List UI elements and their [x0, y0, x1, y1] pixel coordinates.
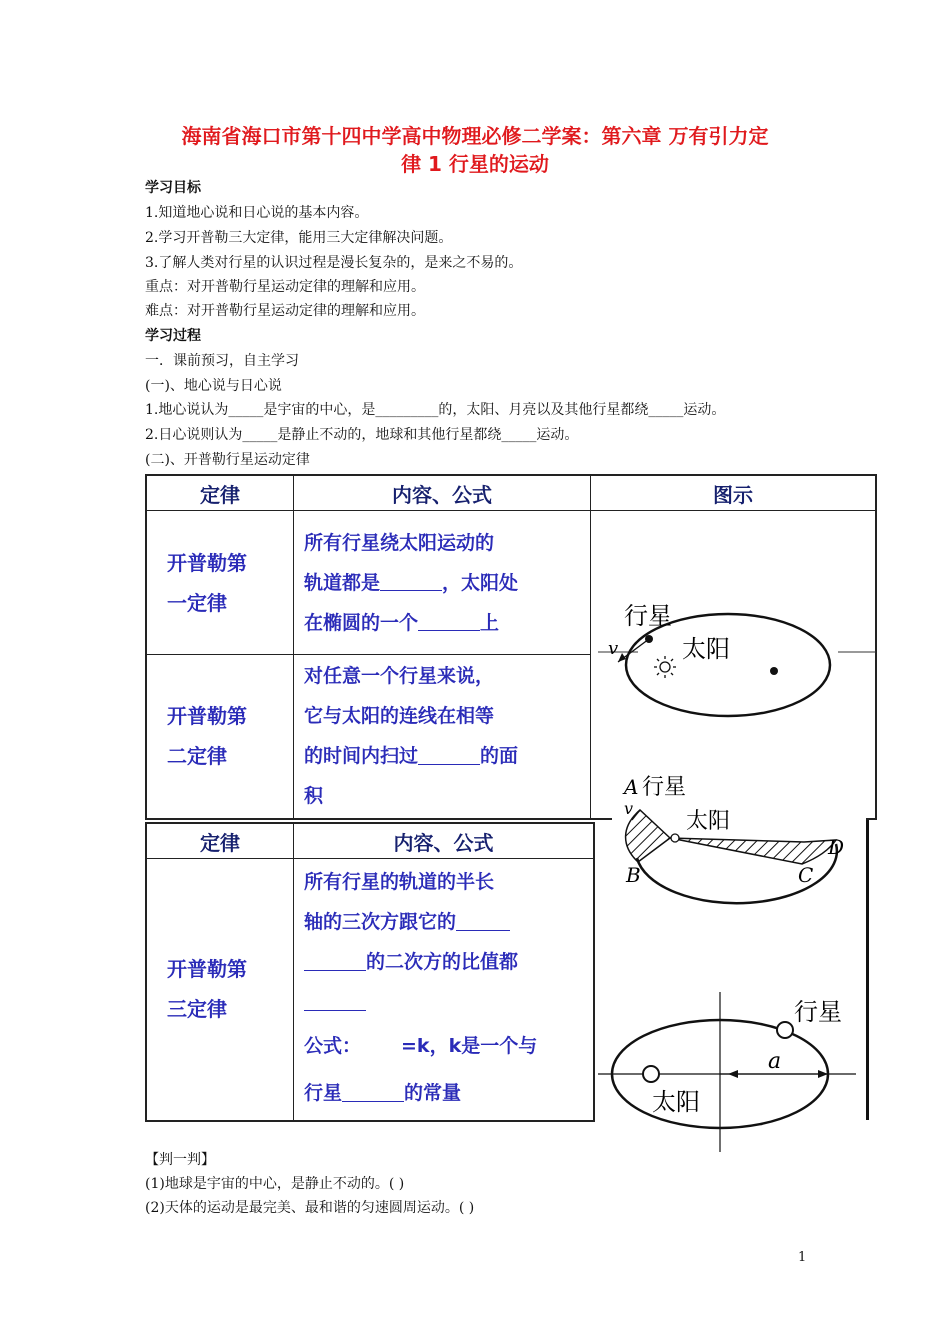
blank-field[interactable] — [456, 929, 510, 931]
blank-field[interactable] — [304, 1009, 366, 1011]
header-law: 定律 — [146, 823, 294, 859]
title-line-1: 海南省海口市第十四中学高中物理必修二学案：第六章 万有引力定 — [181, 124, 769, 148]
part-1-heading: 一．课前预习，自主学习 — [145, 353, 299, 369]
section-geocentric: (一)、地心说与日心说 — [145, 378, 282, 394]
judge-heading: 【判一判】 — [145, 1152, 215, 1168]
label-velocity: v — [608, 638, 619, 659]
law-1-name: 开普勒第 一定律 — [146, 511, 294, 655]
law-1-content: 所有行星绕太阳运动的 轨道都是 ，太阳处 在椭圆的一个 上 — [294, 511, 591, 655]
blank-field[interactable] — [380, 589, 442, 591]
label-a: a — [768, 1049, 782, 1074]
blank-field[interactable] — [418, 763, 480, 765]
blank-field[interactable] — [418, 629, 480, 631]
first-law-diagram — [598, 590, 878, 730]
label-b: B — [626, 863, 641, 887]
section-kepler-laws: (二)、开普勒行星运动定律 — [145, 452, 310, 468]
label-a: A — [624, 775, 639, 799]
judge-item-1: (1)地球是宇宙的中心，是静止不动的。( ) — [145, 1176, 405, 1192]
blank-field[interactable] — [342, 1100, 404, 1102]
label-velocity: v — [624, 799, 634, 818]
blank-field[interactable] — [304, 969, 366, 971]
law-2-content: 对任意一个行星来说， 它与太阳的连线在相等 的时间内扫过 的面 积 — [294, 655, 591, 819]
header-law: 定律 — [146, 475, 294, 511]
goals-heading: 学习目标 — [145, 180, 201, 196]
kepler-table-2 — [145, 822, 595, 1122]
planet-circle — [777, 1022, 793, 1038]
goal-item-1: 1.知道地心说和日心说的基本内容。 — [145, 205, 369, 221]
question-1: 1.地心说认为_____是宇宙的中心，是_________的，太阳、月亮以及其他行星都绕_____运动。 — [145, 402, 726, 418]
label-planet: 行星 — [624, 602, 672, 630]
sun-icon — [654, 656, 676, 678]
label-sun: 太阳 — [686, 809, 731, 834]
law-2-name: 开普勒第 二定律 — [146, 655, 294, 819]
header-content: 内容、公式 — [294, 475, 591, 511]
label-sun: 太阳 — [682, 635, 730, 663]
third-law-diagram — [598, 990, 860, 1155]
judge-item-2: (2)天体的运动是最完美、最和谐的匀速圆周运动。( ) — [145, 1200, 475, 1216]
second-law-diagram — [612, 770, 880, 890]
goal-item-2: 2.学习开普勒三大定律，能用三大定律解决问题。 — [145, 230, 453, 246]
sun-circle — [643, 1066, 659, 1082]
label-planet: 行星 — [642, 775, 687, 800]
law-3-content: 所有行星的轨道的半长 轴的三次方跟它的 的二次方的比值都 公式： =k，k是一个与 行星 的常量 — [294, 859, 595, 1121]
process-heading: 学习过程 — [145, 328, 201, 344]
key-point: 重点：对开普勒行星运动定律的理解和应用。 — [145, 279, 425, 295]
label-sun: 太阳 — [652, 1088, 700, 1116]
header-content: 内容、公式 — [294, 823, 595, 859]
focus-dot — [770, 667, 778, 675]
law-3-name: 开普勒第 三定律 — [146, 859, 294, 1121]
page-title — [130, 122, 820, 178]
goal-item-3: 3.了解人类对行星的认识过程是漫长复杂的，是来之不易的。 — [145, 255, 523, 271]
sun-icon — [671, 834, 679, 842]
header-figure: 图示 — [591, 475, 877, 511]
title-line-2: 律 1 行星的运动 — [401, 152, 549, 176]
page-number: 1 — [798, 1250, 807, 1265]
label-c: C — [798, 863, 814, 887]
label-d: D — [828, 835, 845, 859]
question-2: 2.日心说则认为_____是静止不动的，地球和其他行星都绕_____运动。 — [145, 427, 579, 443]
label-planet: 行星 — [794, 998, 842, 1026]
difficulty-point: 难点：对开普勒行星运动定律的理解和应用。 — [145, 303, 425, 319]
